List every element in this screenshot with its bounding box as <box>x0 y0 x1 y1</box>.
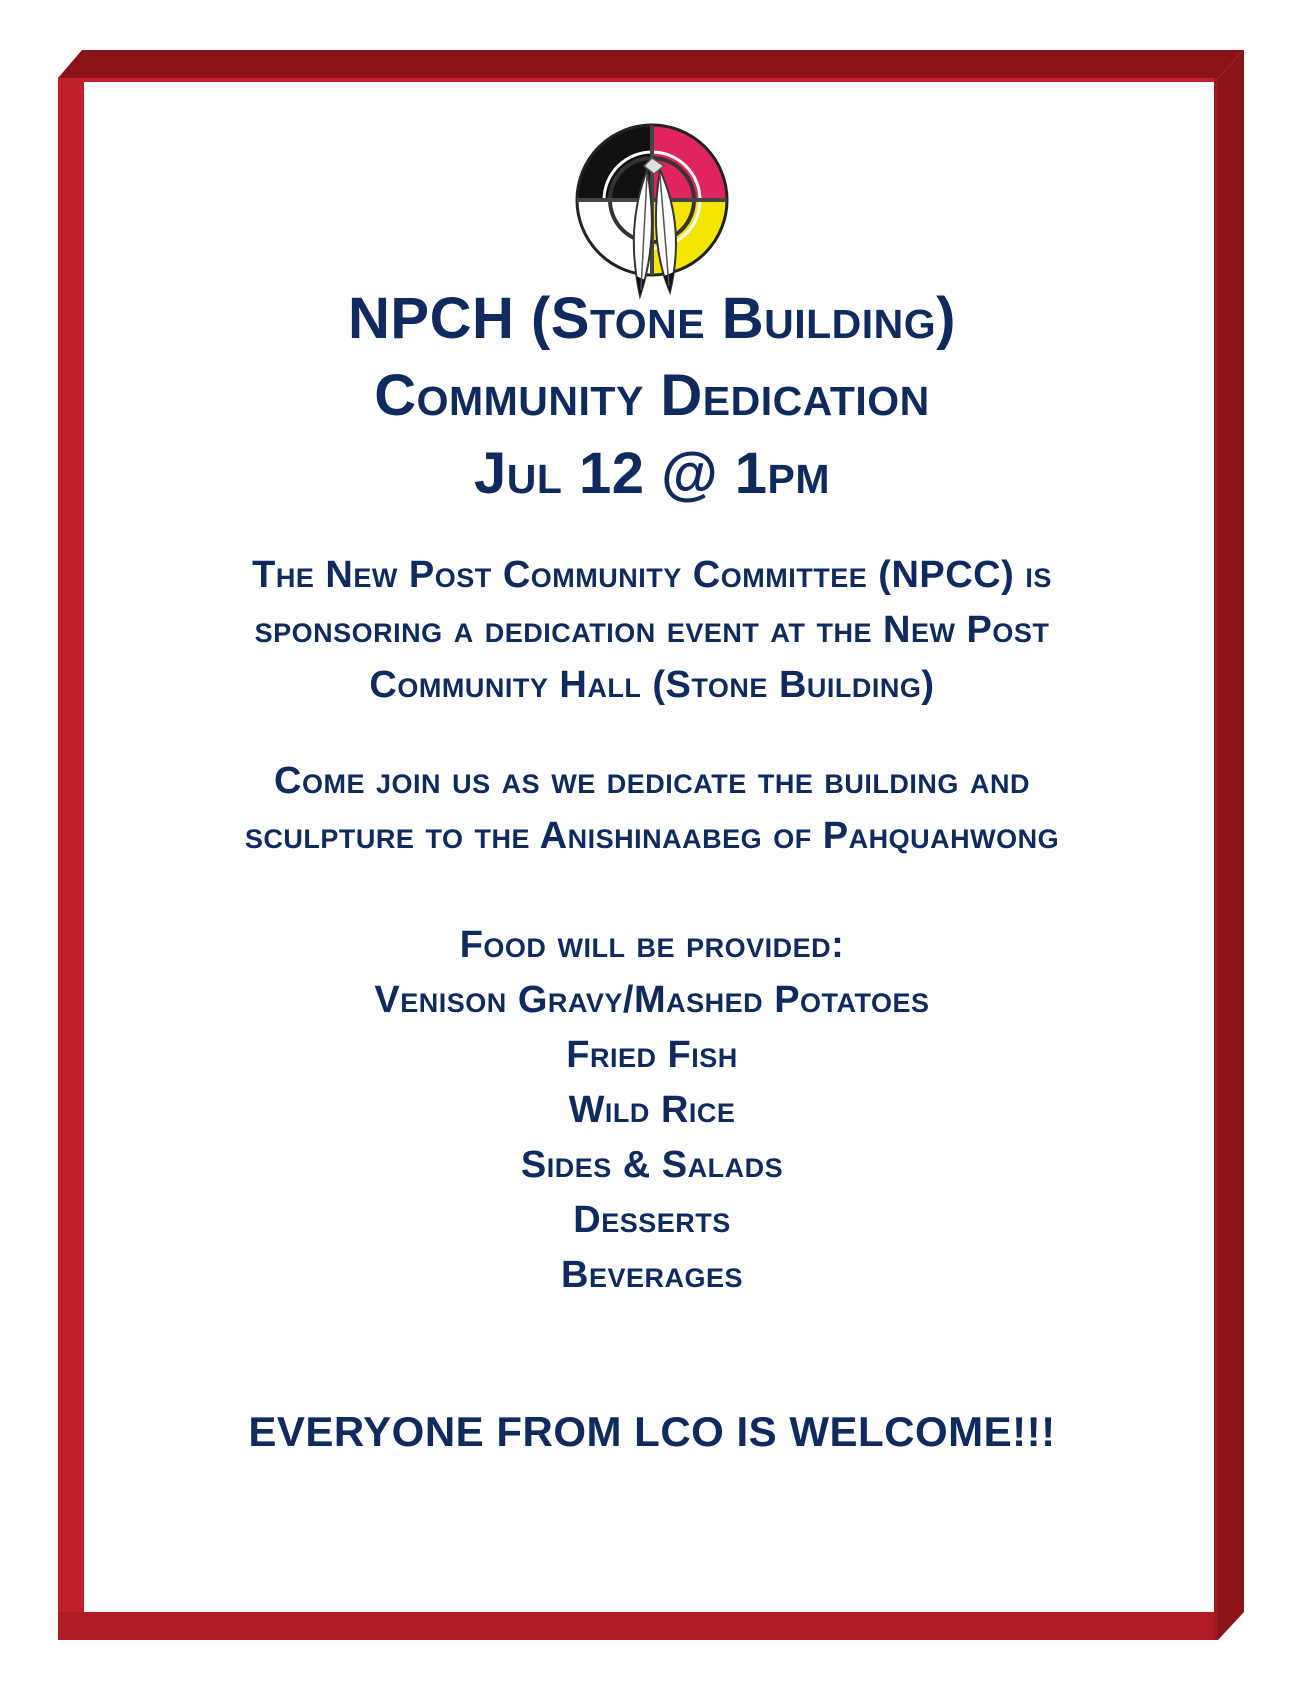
flyer-content <box>86 80 1218 1635</box>
food-item: Wild Rice <box>568 1089 736 1131</box>
invitation-text-line-2: sculpture to the Anishinaabeg of Pahquahwong <box>244 815 1060 857</box>
welcome-message: EVERYONE FROM LCO IS WELCOME!!! <box>248 1408 1056 1455</box>
food-item: Desserts <box>573 1199 731 1241</box>
food-item: Venison Gravy/Mashed Potatoes <box>374 979 930 1021</box>
food-heading: Food will be provided: <box>459 924 845 966</box>
medicine-wheel-with-feathers-icon <box>552 100 752 300</box>
sponsor-text-line-2: sponsoring a dedication event at the New Post <box>254 609 1050 651</box>
page-title-line-2: Community Dedication <box>374 363 930 428</box>
invitation-text-line-1: Come join us as we dedicate the building and <box>274 760 1030 802</box>
sponsor-text-line-1: The New Post Community Committee (NPCC) is <box>252 554 1052 596</box>
food-item: Sides & Salads <box>520 1144 784 1186</box>
food-item: Beverages <box>561 1254 743 1296</box>
event-date-time: Jul 12 @ 1pm <box>473 441 831 506</box>
sponsor-text-line-3: Community Hall (Stone Building) <box>369 664 935 706</box>
food-item: Fried Fish <box>566 1034 738 1076</box>
page-title-line-1: NPCH (Stone Building) <box>348 286 956 351</box>
